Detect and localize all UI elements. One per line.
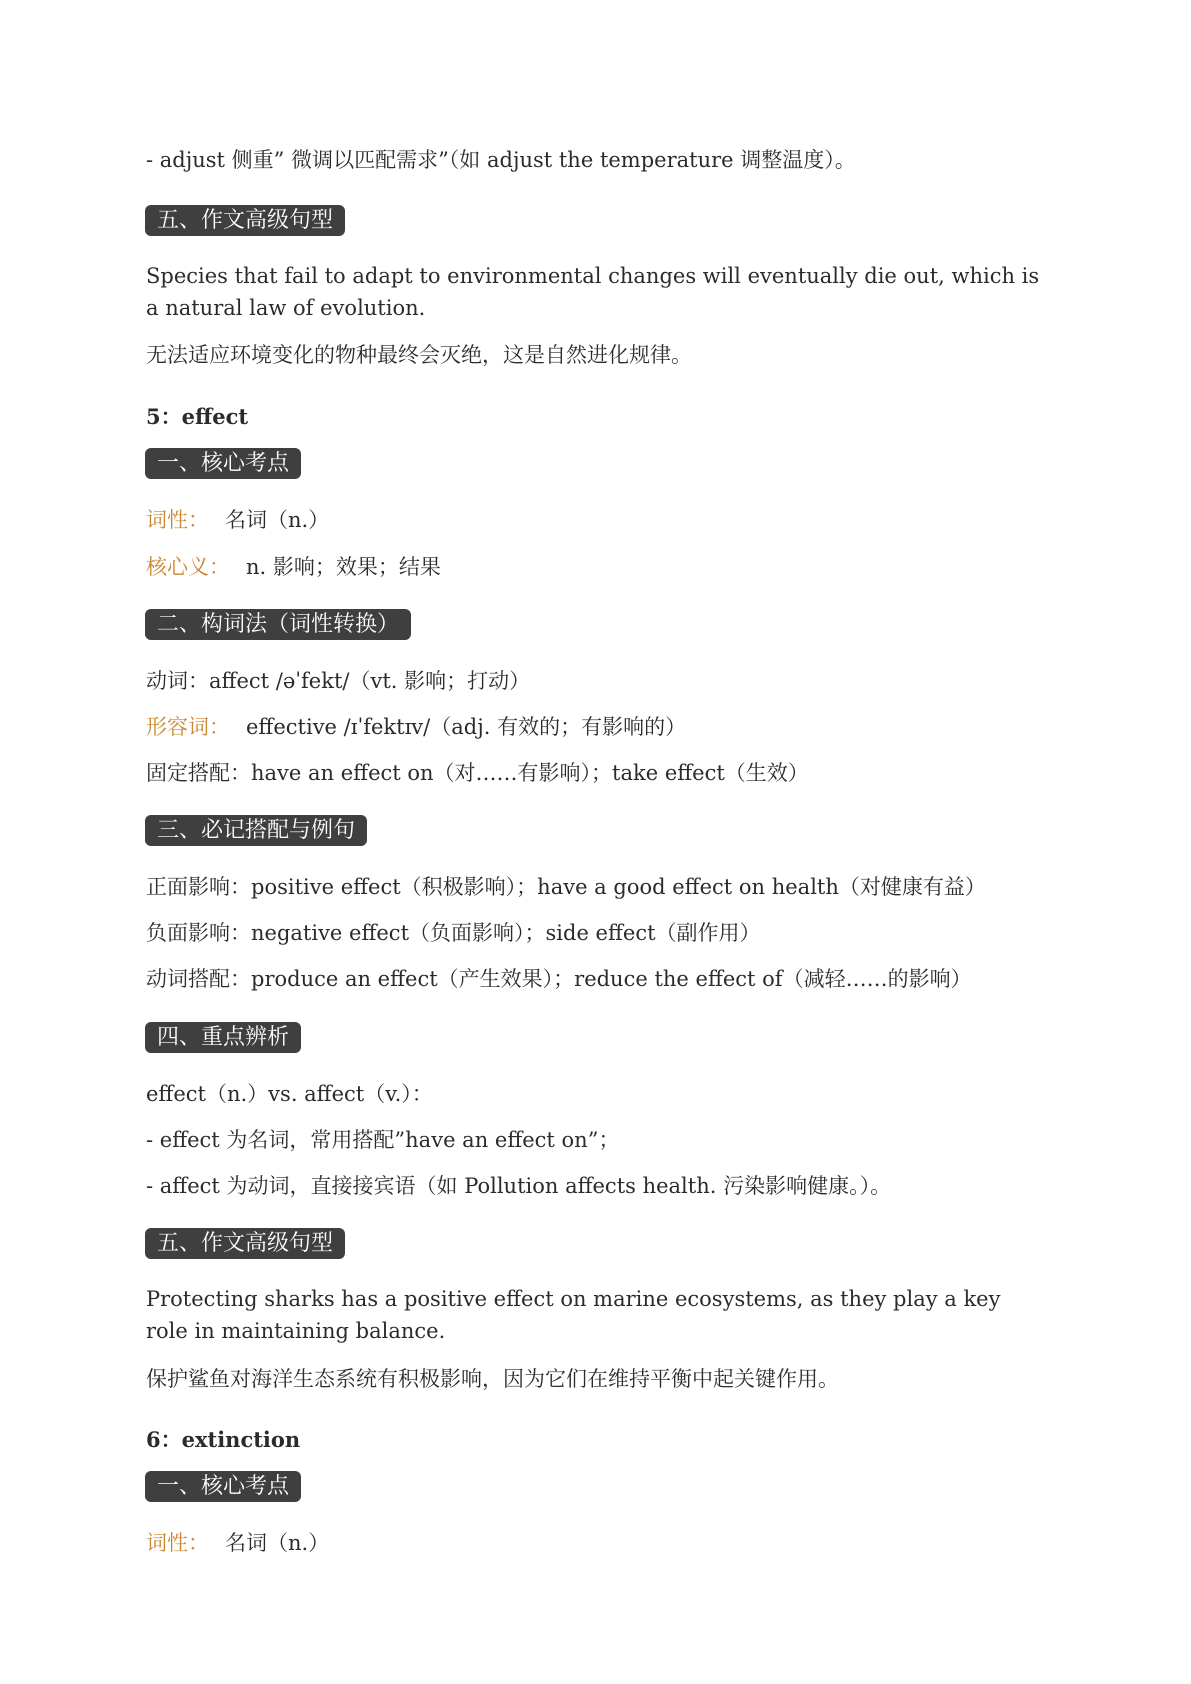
section-badge-core: 一、核心考点 [145, 1471, 301, 1502]
collocation-positive: 正面影响：positive effect（积极影响）；have a good effect on health（对健康有益） [146, 875, 986, 899]
pos-row [146, 1527, 1041, 1559]
section-badge-distinction: 四、重点辨析 [145, 1022, 301, 1053]
example-sentence-zh: 保护鲨鱼对海洋生态系统有积极影响，因为它们在维持平衡中起关键作用。 [146, 1367, 839, 1391]
section-badge-collocations: 三、必记搭配与例句 [145, 815, 367, 846]
section-badge-essay-sentence: 五、作文高级句型 [145, 205, 345, 236]
meaning-label: 核心义： [146, 555, 230, 579]
distinction-line-3: - affect 为动词，直接接宾语（如 Pollution affects health. 污染影响健康。）。 [146, 1174, 892, 1198]
section-badge-word-formation: 二、构词法（词性转换） [145, 609, 411, 640]
verb-form: 动词：affect /əˈfekt/（vt. 影响；打动） [146, 669, 531, 693]
word-heading-effect: 5：effect [146, 404, 249, 429]
meaning-value: n. 影响；效果；结果 [246, 555, 441, 579]
distinction-line-2: - effect 为名词，常用搭配”have an effect on”； [146, 1128, 620, 1152]
example-sentence-en: Protecting sharks has a positive effect on marine ecosystems, as they play a key role in maintaining balance. [146, 1287, 1001, 1343]
pos-value: 名词（n.） [225, 1531, 330, 1555]
collocation-verb: 动词搭配：produce an effect（产生效果）；reduce the effect of（减轻……的影响） [146, 967, 972, 991]
pos-value: 名词（n.） [225, 508, 330, 532]
adj-label: 形容词： [146, 715, 230, 739]
collocation-negative: 负面影响：negative effect（负面影响）；side effect（副作用） [146, 921, 761, 945]
pos-label: 词性： [146, 508, 209, 532]
adj-row [146, 711, 1041, 743]
fixed-collocation: 固定搭配：have an effect on（对……有影响）；take effect（生效） [146, 761, 809, 785]
adjust-note: - adjust 侧重” 微调以匹配需求”（如 adjust the temperature 调整温度）。 [146, 148, 856, 172]
meaning-row [146, 551, 1041, 583]
section-badge-essay-sentence: 五、作文高级句型 [145, 1228, 345, 1259]
example-sentence-en: Species that fail to adapt to environmental changes will eventually die out, which is a natural law of evolution. [146, 264, 1040, 320]
pos-label: 词性： [146, 1531, 209, 1555]
example-sentence-zh: 无法适应环境变化的物种最终会灭绝，这是自然进化规律。 [146, 343, 692, 367]
pos-row [146, 504, 1041, 536]
section-badge-core: 一、核心考点 [145, 448, 301, 479]
word-heading-extinction: 6：extinction [146, 1427, 301, 1452]
distinction-line-1: effect（n.）vs. affect（v.）： [146, 1082, 433, 1106]
adj-value: effective /ɪˈfektɪv/（adj. 有效的；有影响的） [246, 715, 687, 739]
